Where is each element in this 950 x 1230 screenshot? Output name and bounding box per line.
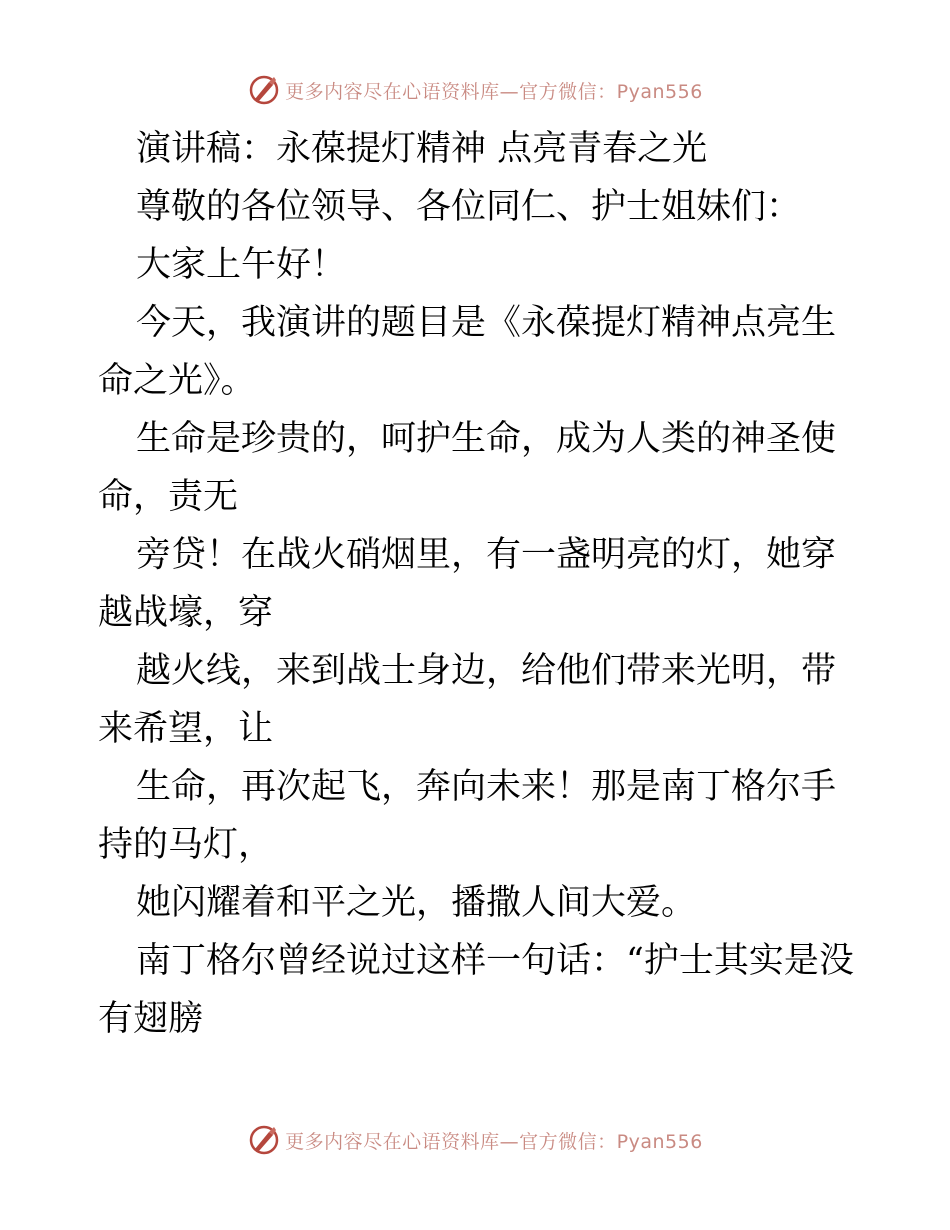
body-paragraph: 生命是珍贵的，呵护生命，成为人类的神圣使命，责无 bbox=[98, 419, 837, 517]
speech-title: 演讲稿：永葆提灯精神 点亮青春之光 bbox=[136, 129, 708, 169]
quill-logo-icon bbox=[247, 1123, 281, 1157]
quill-logo-icon bbox=[247, 73, 281, 107]
watermark-text: 更多内容尽在心语资料库—官方微信：Pyan556 bbox=[285, 1130, 703, 1153]
body-paragraph: 越火线，来到战士身边，给他们带来光明，带来希望，让 bbox=[98, 651, 837, 749]
body-paragraph: 她闪耀着和平之光，播撒人间大爱。 bbox=[136, 883, 697, 923]
footer-watermark-banner bbox=[0, 1120, 950, 1160]
document-body bbox=[98, 120, 858, 1048]
body-paragraph: 生命，再次起飞，奔向未来！那是南丁格尔手持的马灯， bbox=[98, 767, 837, 865]
body-paragraph: 旁贷！在战火硝烟里，有一盏明亮的灯，她穿越战壕，穿 bbox=[98, 535, 837, 633]
greeting: 大家上午好！ bbox=[136, 245, 347, 285]
salutation: 尊敬的各位领导、各位同仁、护士姐妹们： bbox=[136, 187, 802, 227]
body-paragraph: 南丁格尔曾经说过这样一句话：“护士其实是没有翅膀 bbox=[98, 941, 854, 1039]
watermark-text: 更多内容尽在心语资料库—官方微信：Pyan556 bbox=[285, 80, 703, 103]
header-watermark-banner bbox=[0, 70, 950, 110]
body-paragraph: 今天，我演讲的题目是《永葆提灯精神点亮生命之光》。 bbox=[98, 303, 837, 401]
